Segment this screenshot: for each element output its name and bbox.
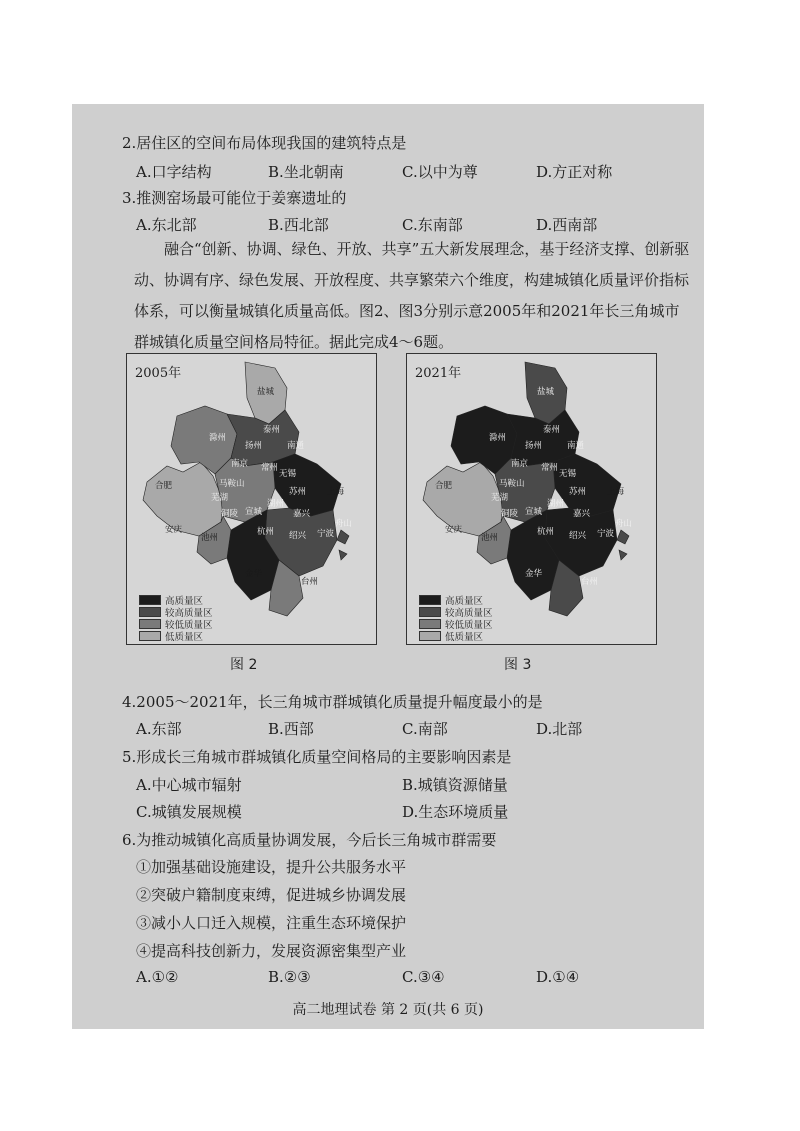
figure-2005-year: 2005年 <box>135 366 182 381</box>
map-legend <box>139 594 213 642</box>
legend-swatch-mid-low <box>139 619 161 629</box>
q2-option-a: A.口字结构 <box>136 163 212 181</box>
city-label: 扬州 <box>245 441 263 451</box>
city-label: 池州 <box>481 533 499 543</box>
question-3-stem: 3.推测窑场最可能位于姜寨遗址的 <box>122 189 347 207</box>
question-5-stem: 5.形成长三角城市群城镇化质量空间格局的主要影响因素是 <box>122 748 512 766</box>
city-label: 马鞍山 <box>219 479 245 489</box>
legend-swatch-mid-low <box>419 619 441 629</box>
city-label: 金华 <box>245 569 263 579</box>
exam-page <box>72 104 704 1029</box>
legend-label: 较低质量区 <box>165 620 213 631</box>
city-label: 金华 <box>525 569 543 579</box>
city-label: 安庆 <box>445 525 463 535</box>
city-label: 宁波 <box>597 529 615 539</box>
city-label: 芜湖 <box>491 493 509 503</box>
region-islands <box>617 530 629 560</box>
city-label: 常州 <box>541 463 559 473</box>
city-label: 绍兴 <box>569 531 587 541</box>
q5-option-d: D.生态环境质量 <box>402 803 509 821</box>
map-legend <box>419 594 493 642</box>
q4-option-c: C.南部 <box>402 720 448 738</box>
city-label: 苏州 <box>289 487 307 497</box>
q6-statement-1: ①加强基础设施建设，提升公共服务水平 <box>136 858 407 876</box>
city-label: 台州 <box>581 577 599 587</box>
legend-swatch-high <box>419 595 441 605</box>
city-label: 上海 <box>607 487 625 497</box>
question-6-stem: 6.为推动城镇化高质量协调发展，今后长三角城市群需要 <box>122 831 497 849</box>
city-label: 铜陵 <box>501 509 519 519</box>
q6-option-c: C.③④ <box>402 968 445 986</box>
figure-2-caption: 图 2 <box>230 657 258 673</box>
q6-option-d: D.①④ <box>536 968 580 986</box>
city-label: 无锡 <box>279 469 297 479</box>
legend-swatch-high <box>139 595 161 605</box>
figure-2021-year: 2021年 <box>415 366 462 381</box>
city-label: 泰州 <box>543 425 561 435</box>
q6-option-a: A.①② <box>136 968 179 986</box>
city-label: 杭州 <box>257 527 275 537</box>
q5-option-b: B.城镇资源储量 <box>402 776 508 794</box>
city-label: 芜湖 <box>211 493 229 503</box>
question-4-stem: 4.2005～2021年，长三角城市群城镇化质量提升幅度最小的是 <box>122 693 543 711</box>
city-label: 湖州 <box>267 499 285 509</box>
legend-swatch-low <box>139 631 161 641</box>
legend-swatch-low <box>419 631 441 641</box>
legend-label: 较高质量区 <box>165 608 213 619</box>
city-label: 舟山 <box>335 519 353 529</box>
legend-label: 高质量区 <box>165 596 204 607</box>
city-label: 舟山 <box>615 519 633 529</box>
legend-label: 低质量区 <box>445 632 484 643</box>
city-label: 池州 <box>201 533 219 543</box>
q3-option-d: D.西南部 <box>536 216 598 234</box>
legend-label: 高质量区 <box>445 596 484 607</box>
q2-option-c: C.以中为尊 <box>402 163 478 181</box>
city-label: 南通 <box>567 441 585 451</box>
city-label: 南通 <box>287 441 305 451</box>
q4-option-d: D.北部 <box>536 720 583 738</box>
page-footer: 高二地理试卷 第 2 页(共 6 页) <box>292 1002 484 1018</box>
question-2-stem: 2.居住区的空间布局体现我国的建筑特点是 <box>122 134 407 152</box>
figure-2021-map <box>406 353 657 645</box>
city-label: 合肥 <box>155 481 173 491</box>
city-label: 扬州 <box>525 441 543 451</box>
q2-option-d: D.方正对称 <box>536 163 613 181</box>
city-label: 盐城 <box>257 387 275 397</box>
region-islands <box>337 530 349 560</box>
legend-label: 低质量区 <box>165 632 204 643</box>
q3-option-a: A.东北部 <box>136 216 197 234</box>
figure-2005-map <box>126 353 377 645</box>
city-label: 马鞍山 <box>499 479 525 489</box>
q3-option-b: B.西北部 <box>268 216 329 234</box>
city-label: 嘉兴 <box>293 509 311 519</box>
city-label: 盐城 <box>537 387 555 397</box>
q4-option-a: A.东部 <box>136 720 182 738</box>
city-label: 滁州 <box>209 433 227 443</box>
city-label: 上海 <box>327 487 345 497</box>
city-label: 铜陵 <box>221 509 239 519</box>
legend-swatch-mid-high <box>139 607 161 617</box>
q5-option-c: C.城镇发展规模 <box>136 803 242 821</box>
city-label: 泰州 <box>263 425 281 435</box>
city-label: 南京 <box>511 459 529 469</box>
q4-option-b: B.西部 <box>268 720 314 738</box>
legend-swatch-mid-high <box>419 607 441 617</box>
city-label: 无锡 <box>559 469 577 479</box>
figure-3-caption: 图 3 <box>504 657 532 673</box>
city-label: 宁波 <box>317 529 335 539</box>
q5-option-a: A.中心城市辐射 <box>136 776 242 794</box>
city-label: 湖州 <box>547 499 565 509</box>
q6-statement-3: ③减小人口迁入规模，注重生态环境保护 <box>136 914 407 932</box>
city-label: 绍兴 <box>289 531 307 541</box>
legend-label: 较低质量区 <box>445 620 493 631</box>
city-label: 南京 <box>231 459 249 469</box>
city-label: 苏州 <box>569 487 587 497</box>
q6-option-b: B.②③ <box>268 968 311 986</box>
city-label: 宣城 <box>245 507 263 517</box>
city-label: 滁州 <box>489 433 507 443</box>
q2-option-b: B.坐北朝南 <box>268 163 344 181</box>
city-label: 合肥 <box>435 481 453 491</box>
city-label: 常州 <box>261 463 279 473</box>
city-label: 台州 <box>301 577 319 587</box>
city-label: 宣城 <box>525 507 543 517</box>
city-label: 安庆 <box>165 525 183 535</box>
q3-option-c: C.东南部 <box>402 216 463 234</box>
city-label: 嘉兴 <box>573 509 591 519</box>
q6-statement-4: ④提高科技创新力，发展资源密集型产业 <box>136 942 407 960</box>
legend-label: 较高质量区 <box>445 608 493 619</box>
q6-statement-2: ②突破户籍制度束缚，促进城乡协调发展 <box>136 886 407 904</box>
city-label: 杭州 <box>537 527 555 537</box>
reading-passage: 融合“创新、协调、绿色、开放、共享”五大新发展理念，基于经济支撑、创新驱动、协调有序、绿色发展、开放程度、共享繁荣六个维度，构建城镇化质量评价指标体系，可以衡量城镇化质量高低。图2、图3分别示意2005年和2021年长三角城市群城镇化质量空间格局特征。据此完成4～6题。 <box>134 240 690 351</box>
